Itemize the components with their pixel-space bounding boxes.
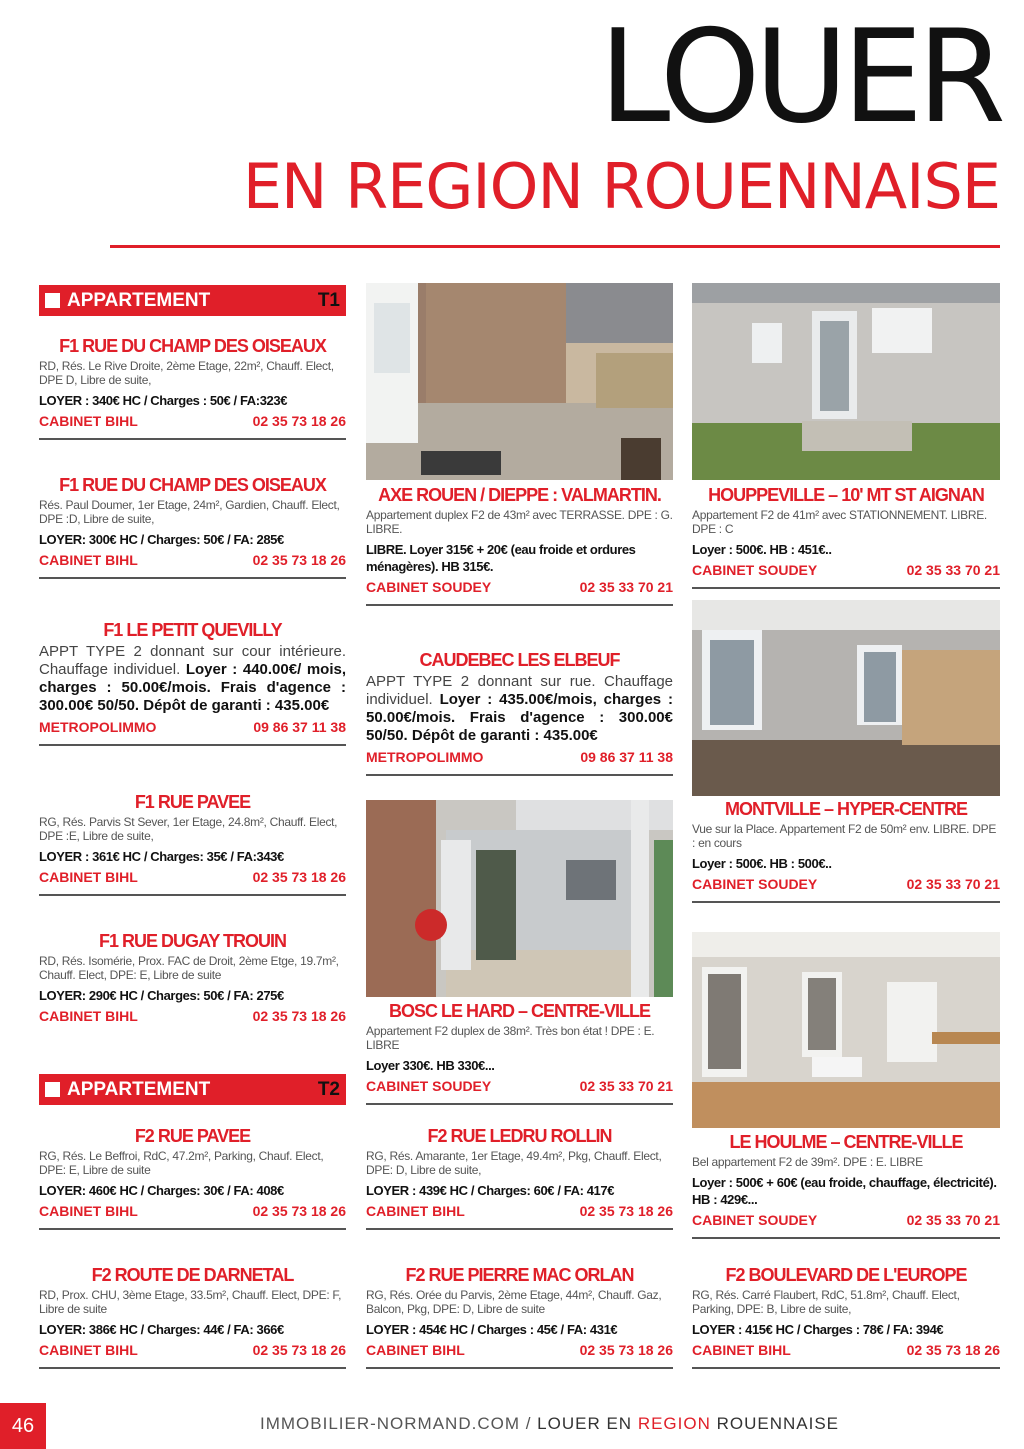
listing-card[interactable] [39,475,346,579]
listing-card[interactable] [366,1126,673,1230]
listing-description: Vue sur la Place. Appartement F2 de 50m² env. LIBRE. DPE : en cours [692,822,997,850]
agency-phone[interactable]: 02 35 73 18 26 [579,1203,673,1219]
listing-price: LOYER: 300€ HC / Charges: 50€ / FA: 285€ [39,532,284,547]
divider [366,774,673,776]
listing-title: F1 LE PETIT QUEVILLY [103,620,282,640]
listing-price: LOYER : 439€ HC / Charges: 60€ / FA: 417€ [366,1183,615,1198]
listing-title: CAUDEBEC LES ELBEUF [419,650,620,670]
listing-card[interactable] [692,485,1000,589]
listing-card[interactable] [39,620,346,746]
listing-description: RG, Rés. Orée du Parvis, 2ème Etage, 44m², Chauff. Gaz, Balcon, Pkg, DPE: D, Libre de suite [366,1288,662,1316]
listing-description: RG, Rés. Carré Flaubert, RdC, 51.8m², Chauff. Elect, Parking, DPE: B, Libre de suite, [692,1288,960,1316]
listing-card[interactable] [692,799,1000,903]
listing-description [366,673,673,745]
listing-price: LOYER: 460€ HC / Charges: 30€ / FA: 408€ [39,1183,284,1198]
listing-price: Loyer 330€. HB 330€... [366,1058,495,1073]
section-label: APPARTEMENT [67,289,211,311]
section-type: T2 [317,1078,340,1100]
divider [39,438,346,440]
divider [366,1367,673,1369]
agency-phone[interactable]: 02 35 73 18 26 [252,1342,346,1358]
listing-price: LOYER : 415€ HC / Charges : 78€ / FA: 394€ [692,1322,944,1337]
listing-title: F2 RUE PAVEE [134,1126,251,1146]
page-subtitle: EN REGION ROUENNAISE [242,150,1000,223]
listing-description-text: APPT TYPE 2 donnant sur cour intérieure. Chauffage individuel. [39,643,346,678]
agency-name: CABINET BIHL [39,1008,138,1024]
listing-price: LOYER: 290€ HC / Charges: 50€ / FA: 275€ [39,988,284,1003]
divider [692,1237,1000,1239]
listing-title: MONTVILLE – HYPER-CENTRE [724,799,968,819]
divider [39,894,346,896]
listing-card[interactable] [39,1265,346,1369]
title-divider [110,245,1000,248]
listing-description: RG, Rés. Parvis St Sever, 1er Etage, 24.8m², Chauff. Elect, DPE :E, Libre de suite, [39,815,338,843]
agency-phone[interactable]: 02 35 33 70 21 [579,1078,673,1094]
listing-title: F1 RUE DUGAY TROUIN [98,931,287,951]
divider [39,744,346,746]
listing-price: LOYER: 386€ HC / Charges: 44€ / FA: 366€ [39,1322,284,1337]
agency-phone[interactable]: 02 35 73 18 26 [252,869,346,885]
agency-name: CABINET BIHL [39,1203,138,1219]
listing-title: F1 RUE DU CHAMP DES OISEAUX [59,475,326,495]
divider [692,587,1000,589]
listing-title: F1 RUE DU CHAMP DES OISEAUX [59,336,326,356]
section-header-t2 [39,1074,346,1105]
listing-description: Bel appartement F2 de 39m². DPE : E. LIBRE [692,1155,923,1169]
kitchen-living-room-photo [692,932,1000,1128]
divider [692,1367,1000,1369]
listing-card[interactable] [366,1265,673,1369]
agency-phone[interactable]: 02 35 33 70 21 [906,1212,1000,1228]
listing-card[interactable] [366,650,673,776]
square-icon [45,293,60,308]
agency-phone[interactable]: 02 35 73 18 26 [906,1342,1000,1358]
listing-title: AXE ROUEN / DIEPPE : VALMARTIN. [378,485,661,505]
agency-phone[interactable]: 02 35 73 18 26 [252,1203,346,1219]
agency-name: CABINET BIHL [39,869,138,885]
divider [39,1367,346,1369]
listing-price: LIBRE. Loyer 315€ + 20€ (eau froide et ordures ménagères). HB 315€. [366,542,636,574]
listing-card[interactable] [366,1001,673,1105]
listing-title: F1 RUE PAVEE [134,792,251,812]
agency-name: CABINET SOUDEY [692,1212,818,1228]
listing-price: Loyer : 435.00€/mois, charges : 50.00€/mois. Frais d'agence : 300.00€ 50/50. Dépôt de garanti : 435.00€ [366,691,673,744]
section-label: APPARTEMENT [67,1078,211,1100]
listing-description: RD, Rés. Le Rive Droite, 2ème Etage, 22m², Chauff. Elect, DPE D, Libre de suite, [39,359,334,387]
agency-phone[interactable]: 02 35 33 70 21 [906,562,1000,578]
agency-phone[interactable]: 02 35 73 18 26 [579,1342,673,1358]
listing-price: Loyer : 500€. HB : 451€.. [692,542,832,557]
listing-card[interactable] [692,1132,1000,1239]
page-title: LOUER [599,3,1000,152]
section-header-t1 [39,285,346,316]
agency-name: METROPOLIMMO [39,719,157,735]
footer-louer: LOUER EN [537,1414,638,1433]
section-type: T1 [317,289,340,311]
listing-title: F2 ROUTE DE DARNETAL [91,1265,294,1285]
courtyard-door-photo [366,283,673,480]
agency-phone[interactable]: 02 35 73 18 26 [252,552,346,568]
divider [366,604,673,606]
listing-card[interactable] [366,485,673,606]
listing-title: F2 RUE PIERRE MAC ORLAN [405,1265,634,1285]
listing-title: BOSC LE HARD – CENTRE-VILLE [388,1001,651,1021]
agency-name: CABINET SOUDEY [366,579,492,595]
listing-title: F2 BOULEVARD DE L'EUROPE [725,1265,967,1285]
listing-title: F2 RUE LEDRU ROLLIN [427,1126,612,1146]
agency-phone[interactable]: 02 35 73 18 26 [252,1008,346,1024]
footer-region: REGION [637,1414,717,1433]
agency-phone[interactable]: 09 86 37 11 38 [580,749,673,765]
listing-description: Appartement F2 de 41m² avec STATIONNEMENT. LIBRE. DPE : C [692,508,987,536]
agency-name: CABINET SOUDEY [692,876,818,892]
agency-name: CABINET BIHL [39,413,138,429]
agency-phone[interactable]: 02 35 73 18 26 [252,413,346,429]
listing-description-text: APPT TYPE 2 donnant sur rue. Chauffage individuel. [366,673,673,708]
listing-description: Rés. Paul Doumer, 1er Etage, 24m², Gardien, Chauff. Elect, DPE :D, Libre de suite, [39,498,340,526]
listing-title: LE HOULME – CENTRE-VILLE [729,1132,963,1152]
square-icon [45,1082,60,1097]
listing-price: Loyer : 500€. HB : 500€.. [692,856,832,871]
listing-description: RG, Rés. Amarante, 1er Etage, 49.4m², Pkg, Chauff. Elect, DPE: D, Libre de suite, [366,1149,662,1177]
divider [39,577,346,579]
house-entrance-photo [366,800,673,997]
listing-description: RD, Prox. CHU, 3ème Etage, 33.5m², Chauff. Elect, DPE: F, Libre de suite [39,1288,342,1316]
divider [39,1228,346,1230]
listing-card[interactable] [39,336,346,440]
listing-card[interactable] [39,792,346,896]
agency-name: CABINET SOUDEY [692,562,818,578]
agency-name: CABINET BIHL [366,1342,465,1358]
building-exterior-photo [692,283,1000,480]
empty-living-room-photo [692,600,1000,796]
agency-name: METROPOLIMMO [366,749,484,765]
agency-phone[interactable]: 09 86 37 11 38 [253,719,346,735]
footer-separator: / [520,1414,538,1433]
agency-name: CABINET SOUDEY [366,1078,492,1094]
listing-description: RG, Rés. Le Beffroi, RdC, 47.2m², Parking, Chauf. Elect, DPE: E, Libre de suite [39,1149,324,1177]
footer-city: ROUENNAISE [716,1414,840,1433]
divider [366,1228,673,1230]
listing-description: Appartement F2 duplex de 38m². Très bon état ! DPE : E. LIBRE [366,1024,655,1052]
divider [366,1103,673,1105]
listing-price: LOYER : 454€ HC / Charges : 45€ / FA: 431€ [366,1322,618,1337]
listing-price: Loyer : 440.00€/ mois, charges : 50.00€/mois. Frais d'agence : 300.00€ 50/50. Dépôt de garanti : 435.00€ [39,661,347,714]
agency-name: CABINET BIHL [366,1203,465,1219]
listing-price: LOYER : 361€ HC / Charges: 35€ / FA:343€ [39,849,284,864]
agency-name: CABINET BIHL [39,552,138,568]
listing-card[interactable] [39,931,346,1025]
agency-name: CABINET BIHL [692,1342,791,1358]
page-number: 46 [0,1403,46,1449]
agency-phone[interactable]: 02 35 33 70 21 [579,579,673,595]
listing-price: LOYER : 340€ HC / Charges : 50€ / FA:323€ [39,393,288,408]
agency-name: CABINET BIHL [39,1342,138,1358]
agency-phone[interactable]: 02 35 33 70 21 [906,876,1000,892]
listing-card[interactable] [692,1265,1000,1369]
listing-description: RD, Rés. Isomérie, Prox. FAC de Droit, 2ème Etge, 19.7m², Chauff. Elect, DPE: E, Libre de suite [39,954,339,982]
listing-title: HOUPPEVILLE – 10' MT ST AIGNAN [708,485,984,505]
footer-text [260,1414,839,1434]
listing-description: Appartement duplex F2 de 43m² avec TERRASSE. DPE : G. LIBRE. [366,508,673,536]
footer-site[interactable]: IMMOBILIER-NORMAND.COM [260,1414,520,1433]
listing-price: Loyer : 500€ + 60€ (eau froide, chauffage, électricité). HB : 429€... [692,1175,997,1207]
divider [692,901,1000,903]
listing-card[interactable] [39,1126,346,1230]
listing-description [39,643,346,715]
